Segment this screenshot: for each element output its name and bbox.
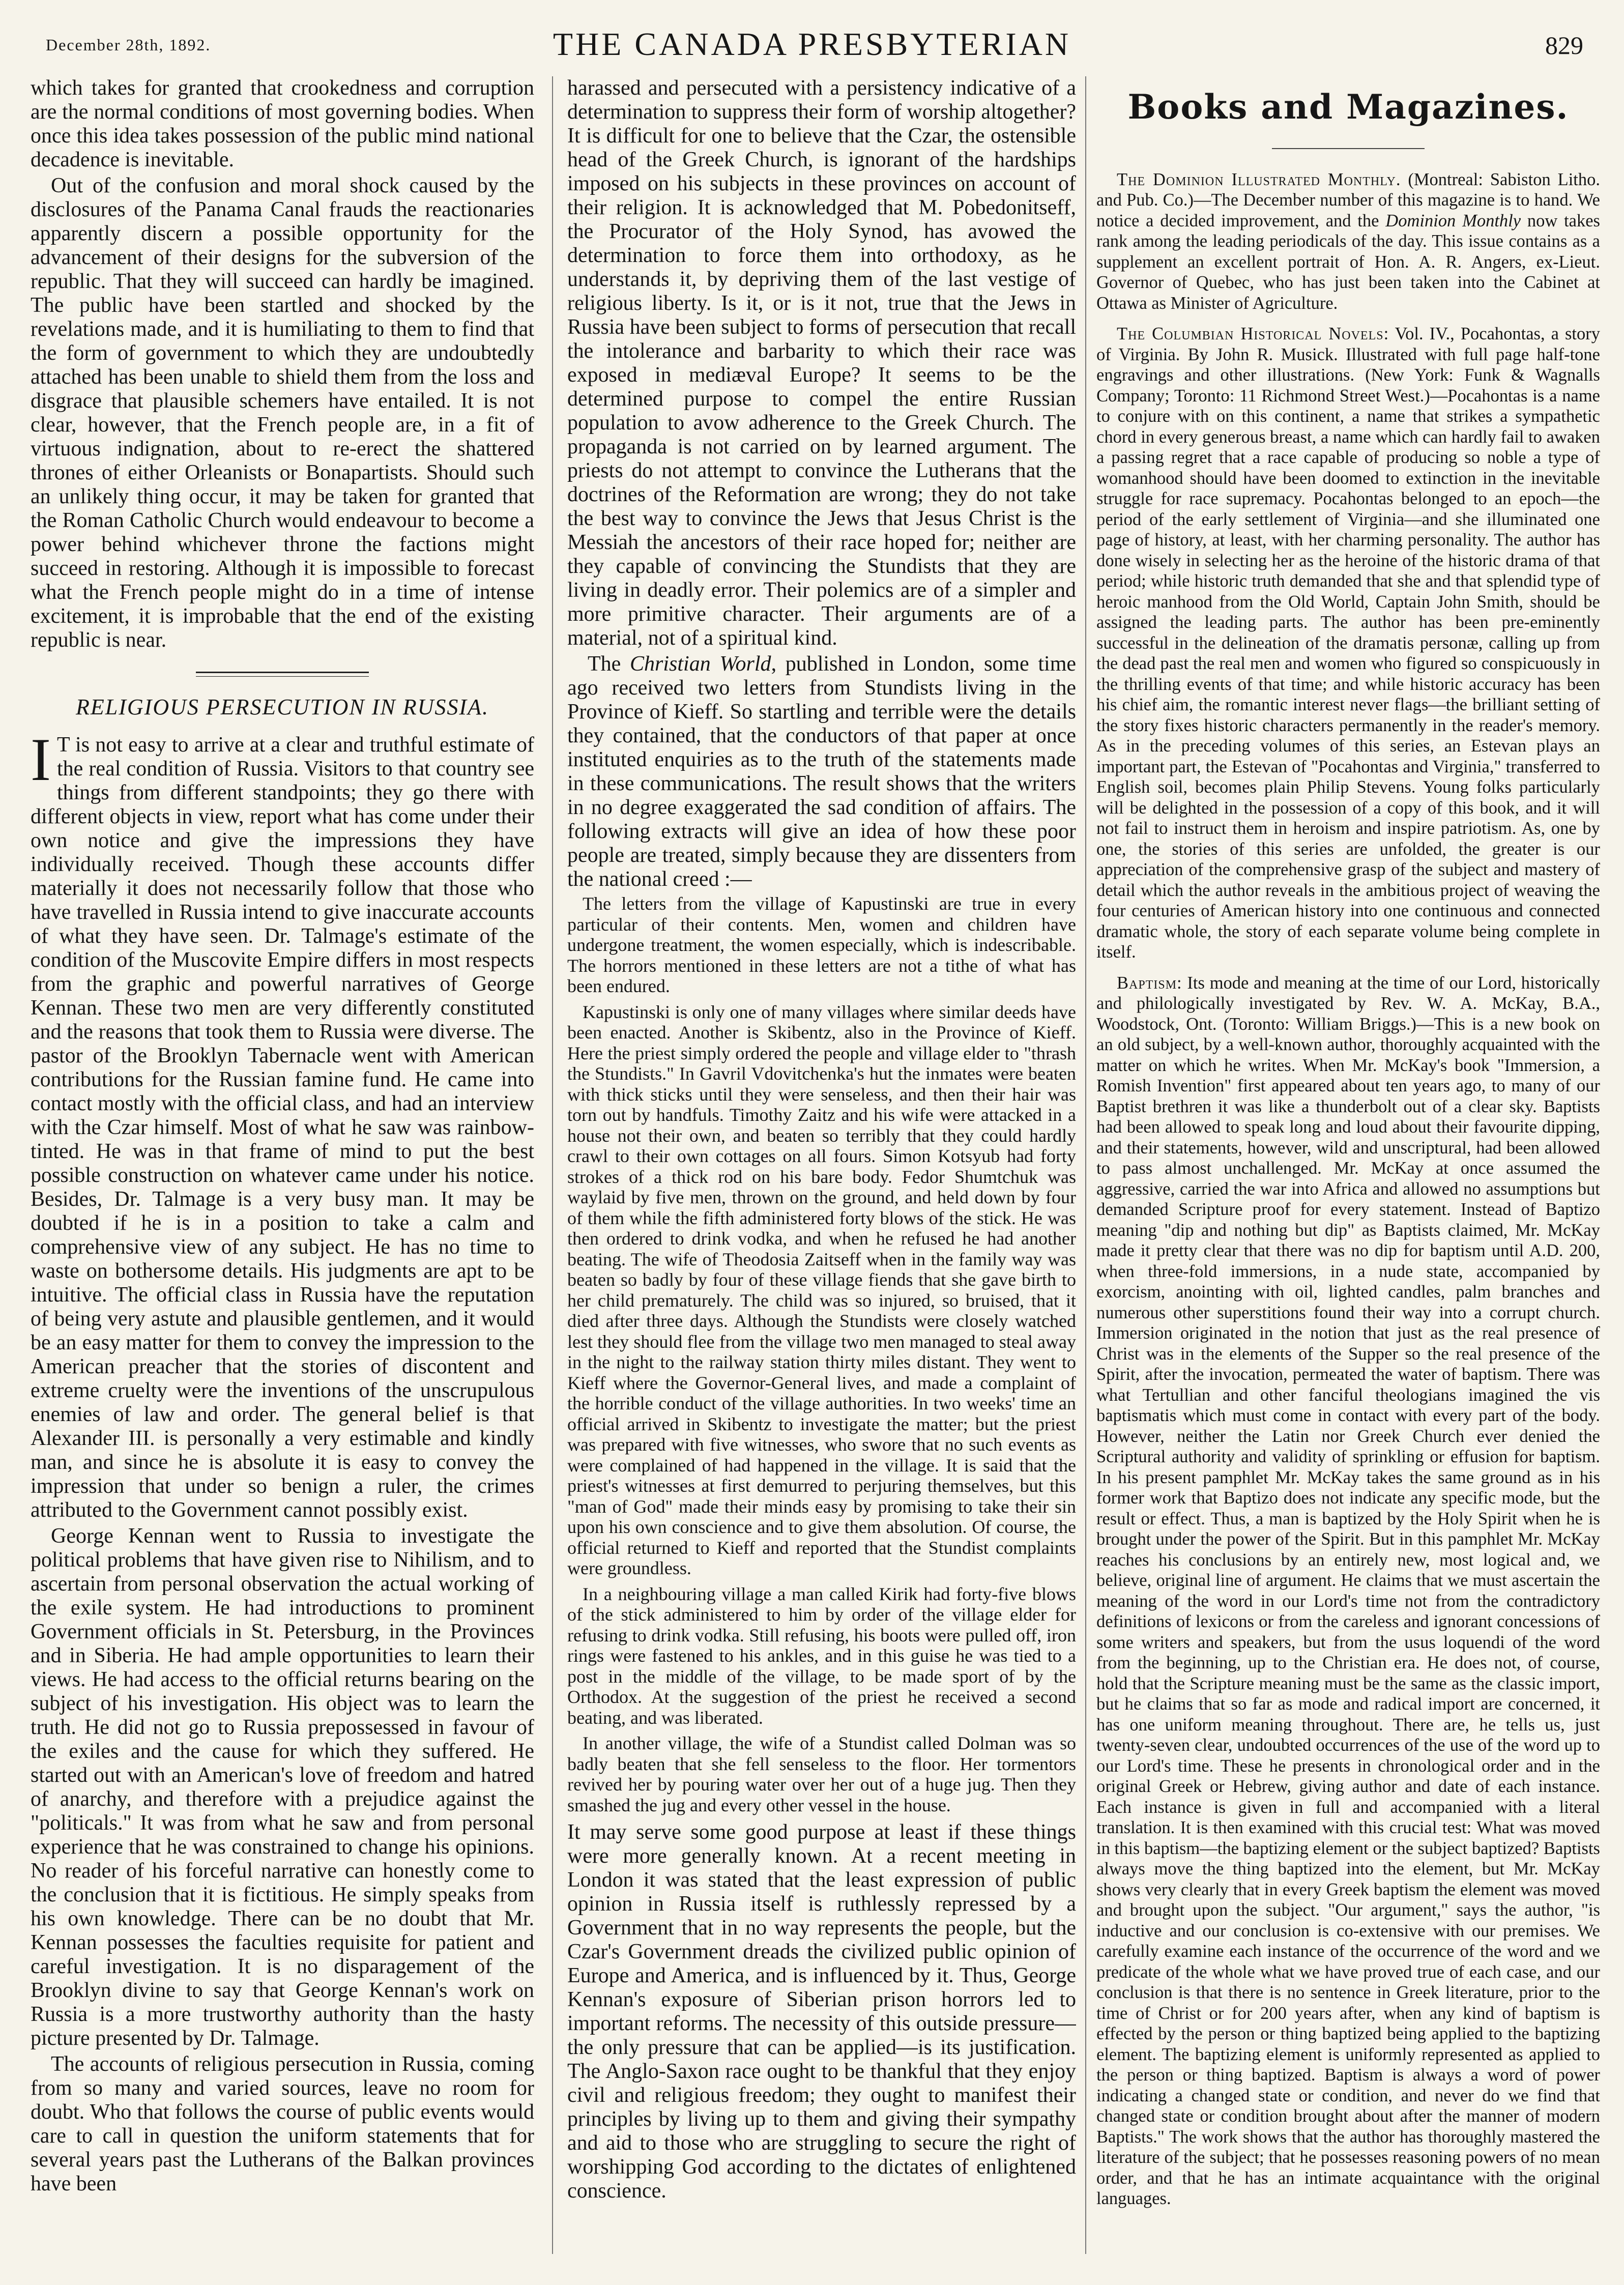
article-paragraph: It may serve some good purpose at least if these things were more generally known. At a recent meeting in London it was stated that the least expression of public opinion in Russia itself is ruthlessly repressed by a Government that in no way represents the people, but the Czar's Government dreads the civilized public opinion of Europe and America, and is influenced by it. Thus, George Kennan's exposure of Siberian prison horrors led to important reforms. The necessity of this outside pressure—the only pressure that can be applied—is its justification. The Anglo-Saxon race ought to be thankful that they enjoy civil and religious freedom; they ought to manifest their principles by living up to them and giving their sympathy and aid to those who are struggling to secure the right of worshipping God according to the dictates of enlightened conscience. [567,1820,1076,2203]
quoted-extract [567,893,1076,1815]
column-middle [567,76,1076,2264]
article-text: The [588,652,630,676]
quote-paragraph: In another village, the wife of a Stundist called Dolman was so badly beaten that she fell senseless to the floor. Her tormentors revived her by pouring water over her out of a huge jug. Then they smashed the jug and every other vessel in the house. [567,1733,1076,1815]
periodical-name: Christian World [630,652,771,676]
article-paragraph: The accounts of religious persecution in Russia, coming from so many and varied sources, leave no room for doubt. Who that follows the course of public events would care to call in question the uniform statements that for several years past the Lutherans of the Balkan provinces have been [31,2052,534,2195]
publication-title: THE CANADA PRESBYTERIAN [553,26,1071,62]
article-paragraph [31,726,534,1522]
review-heading: The Columbian Historical Novels: [1117,324,1389,343]
review-entry [1096,169,1600,314]
section-title: Books and Magazines. [1127,87,1569,127]
article-paragraph: George Kennan went to Russia to investigate the political problems that have given rise to Nihilism, and to ascertain from personal observation the actual working of the exile system. He had introductions to prominent Government officials in St. Petersburg, in the Provinces and in Siberia. He had ample opportunities to learn their views. He had access to the official returns bearing on the subject of his investigation. His object was to learn the truth. He did not go to Russia prepossessed in favour of the exiles and the cause for which they suffered. He started out with an American's love of freedom and hatred of anarchy, and therefore with a prejudice against the "politicals." It was from what he saw and from personal experience that he was constrained to change his opinions. No reader of his forceful narrative can honestly come to the conclusion that it is fictitious. He simply speaks from his own knowledge. There can be no doubt that Mr. Kennan possesses the faculties requisite for patient and careful investigation. It is no disparagement of the Brooklyn divine to say that George Kennan's work on Russia is a more trustworthy authority than the hasty picture presented by Dr. Talmage. [31,1524,534,2050]
column-divider [1085,76,1086,2254]
column-left [31,76,534,2264]
page-header [31,20,1593,66]
article-paragraph: harassed and persecuted with a persistency indicative of a determination to suppress their form of worship altogether? It is difficult for one to believe that the Czar, the ostensible head of the Greek Church, is ignorant of the hardships imposed on his subjects in these provinces on account of their religion. It is acknowledged that M. Pobedonitseff, the Procurator of the Holy Synod, has avowed the determination to force them into orthodoxy, as he understands it, by depriving them of the last vestige of religious liberty. Is it, or is it not, true that the Jews in Russia have been subject to forms of persecution that recall the intolerance and barbarity to which their race was exposed in mediæval Europe? It seems to be the determined purpose to compel the entire Russian population to avow adherence to the Greek Church. The propaganda is not carried on by learned argument. The priests do not attempt to convince the Lutherans that the doctrines of the Reformation are wrong; they do not take the best way to convince the Jews that Jesus Christ is the Messiah the ancestors of their race hoped for; neither are they capable of convincing the Stundists that they are living in deadly error. Their polemics are of a simpler and more primitive character. Their arguments are of a material, not of a spiritual kind. [567,76,1076,650]
article-paragraph: which takes for granted that crookedness and corruption are the normal conditions of most governing bodies. When once this idea takes possession of the public mind national decadence is inevitable. [31,76,534,171]
review-text: Vol. IV., Pocahontas, a story of Virginia. By John R. Musick. Illustrated with full page half-tone engravings and other illustrations. (New York: Funk & Wagnalls Company; Toronto: 11 Richmond Street West.)—Pocahontas is a name to conjure with on this continent, a name that strikes a sympathetic chord in every generous breast, a name which can hardly fail to awaken a passing regret that a race capable of producing so noble a type of womanhood should have been doomed to extinction in the inevitable struggle for race supremacy. Pocahontas belonged to an epoch—the period of the early settlement of Virginia—and she illuminated one page of history, at least, with her charming personality. The author has done wisely in selecting her as the heroine of the historic drama of that period; while historic truth demanded that she and that splendid type of heroic manhood from the Old World, Captain John Smith, should be assigned the leading parts. The author has been pre-eminently successful in the delineation of the dramatis personæ, calling up from the dead past the real men and women who figured so conspicuously in the thrilling events of that time; and while historic accuracy has been his chief aim, the romantic interest never flags—the brilliant setting of the story fixes historic characters permanently in the reader's memory. As in the preceding volumes of this series, an Estevan plays an important part, the Estevan of "Pocahontas and Virginia," transferred to English soil, becomes plain Philip Stevens. Young folks particularly will be delighted in the possession of a copy of this book, and it will not fail to instruct them in heroism and inspire patriotism. As, one by one, the stories of this series are unfolded, the greater is our appreciation of the comprehensive grasp of the subject and mastery of detail which the author reveals in the ambitious project of weaving the four centuries of American history into one continuous and connected dramatic whole, the story of each separate volume being complete in itself. [1096,324,1600,962]
review-text: now takes rank among the leading periodicals of the day. This issue contains as a supplement an excellent portrait of Hon. A. R. Angers, ex-Lieut. Governor of Quebec, who has just been taken into the Cabinet at Ottawa as Minister of Agriculture. [1096,211,1600,313]
section-divider [1272,148,1425,149]
article-paragraph: Out of the confusion and moral shock caused by the disclosures of the Panama Canal frauds the reactionaries apparently discern a possible opportunity for the advancement of their designs for the subversion of the republic. That they will succeed can hardly be imagined. The public have been startled and shocked by the revelations made, and it is humiliating to them to find that the form of government to which they are undoubtedly attached has been unable to shield them from the loss and disgrace that plausible schemers have entailed. It is not clear, however, that the French people are, in a fit of virtuous indignation, about to re-erect the shattered thrones of either Orleanists or Bonapartists. Should such an unlikely thing occur, it may be taken for granted that the Roman Catholic Church would endeavour to become a power behind whichever throne the factions might succeed in restoring. Although it is impossible to forecast what the French people might do in a time of intense excitement, it is improbable that the end of the existing republic is near. [31,174,534,652]
review-heading: The Dominion Illustrated Monthly. [1117,169,1401,189]
quote-paragraph: In a neighbouring village a man called Kirik had forty-five blows of the stick administered to him by order of the village elder for refusing to drink vodka. Still refusing, his boots were pulled off, iron rings were fastened to his ankles, and in this guise he was tied to a post in the middle of the village, to be made sport of by the Orthodox. At the suggestion of the priest he received a second beating, and was liberated. [567,1583,1076,1728]
article-paragraph [567,652,1076,891]
page-number: 829 [1545,31,1583,60]
column-right [1096,76,1600,2264]
drop-cap: I [31,726,51,793]
review-heading: Baptism: [1117,973,1182,993]
review-entry [1096,324,1600,963]
quote-paragraph: Kapustinski is only one of many villages where similar deeds have been enacted. Another is Skibentz, also in the Province of Kieff. Here the priest simply ordered the people and village elder to "thrash the Stundists." In Gavril Vdovitchenka's hut the inmates were beaten with thick sticks until they were senseless, and then their hair was torn out by handfuls. Timothy Zaitz and his wife were attacked in a house not their own, and beaten so terribly that they could hardly crawl to their own cottages on all fours. Simon Kotsyub had forty strokes of a thick rod on his bare body. Fedor Shumtchuk was waylaid by five men, thrown on the ground, and held down by four of them while the fifth administered forty blows of the stick. He was then ordered to drink vodka, and when he refused he had another beating. The wife of Theodosia Zaitseff when in the family way was beaten so badly by four of these village fiends that she gave birth to her child prematurely. The child was so injured, so bruised, that it died after three days. Although the Stundists were closely watched lest they should flee from the village two men managed to steal away in the night to the railway station thirty miles distant. They went to Kieff where the Governor-General lives, and made a complaint of the horrible conduct of the village authorities. In two weeks' time an official arrived in Skibentz to investigate the matter; but the priest was prepared with five witnesses, who swore that no such events as were complained of had happened in the village. It is said that the priest's witnesses at first demurred to perjuring themselves, but this "man of God" made their minds easy by promising to take their sin upon his own conscience and to give them absolution. Of course, the official returned to Kieff and reported that the Stundist complaints were groundless. [567,1001,1076,1578]
quote-paragraph: The letters from the village of Kapustinski are true in every particular of their contents. Men, women and children have undergone treatment, the women especially, which is indescribable. The horrors mentioned in these letters are not a tithe of what has been endured. [567,893,1076,996]
section-divider [196,672,369,677]
periodical-name: Dominion Monthly [1385,211,1521,230]
review-text: (Montreal: Sabiston Litho. and Pub. Co.)—The December number of this magazine is to hand. We notice a decided improvement, and the [1096,169,1600,230]
review-text: Its mode and meaning at the time of our Lord, historically and philologically investigated by Rev. W. A. McKay, B.A., Woodstock, Ont. (Toronto: William Briggs.)—This is a new book on an old subject, by a well-known author, thoroughly acquainted with the matter on which he writes. When Mr. McKay's book "Immersion, a Romish Invention" first appeared about ten years ago, to many of our Baptist brethren it was like a thunderbolt out of a clear sky. Baptists had been allowed to speak long and loud about their favourite dipping, and their statements, however, wild and unscriptural, had been allowed to pass almost unchallenged. Mr. McKay at once assumed the aggressive, carried the war into Africa and allowed no assumptions but demanded Scripture proof for every statement. Instead of Baptizo meaning "dip and nothing but dip" as Baptists claimed, Mr. McKay made it pretty clear that there was no dip for baptism until A.D. 200, when three-fold immersions, in a nude state, accompanied by exorcism, anointing with oil, lighted candles, palm branches and numerous other superstitions found their way into a corrupt church. Immersion originated in the notion that just as the real presence of Christ was in the elements of the Supper so the real presence of the Spirit, after the invocation, permeated the water of baptism. There was what Tertullian and other fanciful theologians imagined the vis baptismatis which must come in contact with every part of the body. However, neither the Latin nor Greek Church ever denied the Scriptural authority and validity of sprinkling or effusion for baptism. In his present pamphlet Mr. McKay takes the same ground as in his former work that Baptizo does not indicate any specific mode, but the result or effect. Thus, a man is baptized by the Holy Spirit when he is brought under the power of the Spirit. But in this pamphlet Mr. McKay reaches his conclusions by an entirely new, most logical and, we believe, original line of argument. He claims that we must ascertain the meaning of the word in our Lord's time not from the contradictory definitions of lexicons or from the careless and ignorant concessions of some writers and speakers, but from the usus loquendi of the word from the beginning, up to the Christian era. He does not, of course, hold that the Scripture meaning must be the same as the classic import, but he claims that so far as mode and radical import are concerned, it has one uniform meaning throughout. There are, he tells us, just twenty-seven clear, undoubted occurrences of the use of the word up to our Lord's time. These he presents in chronological order and in the original Greek or Hebrew, giving author and date of each instance. Each instance is given in full and accompanied with a literal translation. It is then examined with this crucial test: What was moved in this baptism—the baptizing element or the subject baptized? Baptists always move the thing baptized into the element, but Mr. McKay shows very clearly that in every Greek baptism the element was moved and brought upon the subject. "Our argument," says the author, "is inductive and our conclusion is co-extensive with our premises. We carefully examine each instance of the occurrence of the word and we predicate of the whole what we have proved true of each case, and our conclusion is that there is no sentence in Greek literature, prior to the time of Christ or for 200 years after, when any kind of baptism is effected by the person or thing baptized being applied to the baptizing element. The baptizing element is uniformly represented as applied to the person or thing baptized. Baptism is always a word of power indicating a changed state or condition, and never do we find that changed state or condition brought about after the manner of modern Baptists." The work shows that the author has thoroughly mastered the literature of the subject; that he possesses reasoning powers of no mean order, and that he has an intimate acquaintance with the original languages. [1096,973,1600,2208]
article-heading: RELIGIOUS PERSECUTION IN RUSSIA. [76,695,489,719]
column-divider [552,76,553,2254]
article-text: , published in London, some time ago received two letters from Stundists living in the Province of Kieff. So startling and terrible were the details they contained, that the conductors of that paper at once instituted enquiries as to the truth of the statements made in these communications. The result shows that the writers in no degree exaggerated the sad condition of affairs. The following extracts will give an idea of how these poor people are treated, simply because they are dissenters from the national creed :— [567,652,1076,891]
article-text: T is not easy to arrive at a clear and truthful estimate of the real condition of Russia. Visitors to that country see things from different standpoints; they go there with different objects in view, report what has come under their own notice and give the impressions they have individually received. Though these accounts differ materially it does not necessarily follow that those who have travelled in Russia intend to give inaccurate accounts of what they have seen. Dr. Talmage's estimate of the condition of the Muscovite Empire differs in most respects from the graphic and powerful narratives of George Kennan. These two men are very differently constituted and the reasons that took them to Russia were diverse. The pastor of the Brooklyn Tabernacle went with American contributions for the Russian famine fund. He came into contact mostly with the official class, and had an interview with the Czar himself. Most of what he saw was rainbow-tinted. He was in that frame of mind to put the best possible construction on whatever came under his notice. Besides, Dr. Talmage is a very busy man. It may be doubted if he is in a position to take a calm and comprehensive view of any subject. He has no time to waste on bothersome details. His judgments are apt to be intuitive. The official class in Russia have the reputation of being very astute and plausible gentlemen, and it would be an easy matter for them to convey the impression to the American preacher that the stories of discontent and extreme cruelty were the inventions of the unscrupulous enemies of law and order. The general belief is that Alexander III. is personally a very estimable and kindly man, and since he is absolute it is easy to convey the impression that under so benign a ruler, the crimes attributed to the Government cannot possibly exist. [31,733,534,1522]
issue-date: December 28th, 1892. [46,36,211,54]
review-entry [1096,973,1600,2209]
